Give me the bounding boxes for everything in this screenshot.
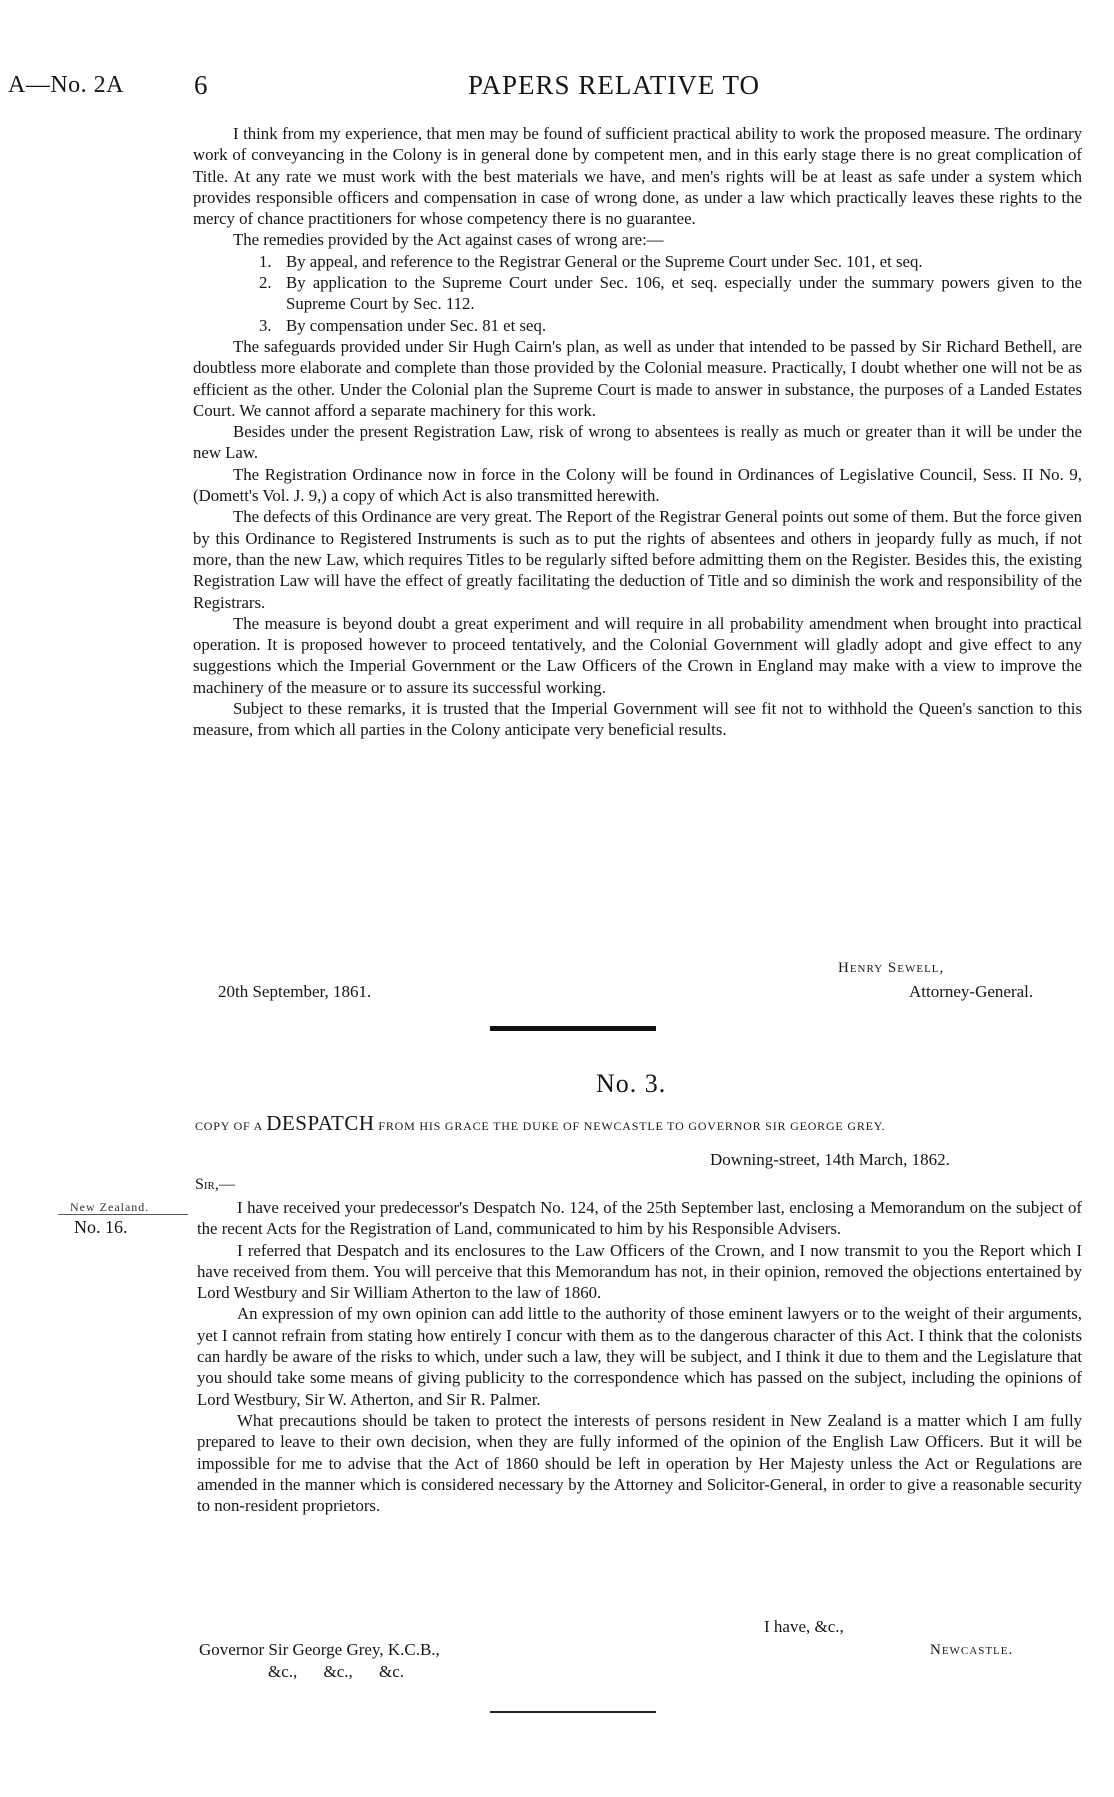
memorandum-body — [193, 123, 1082, 741]
running-title: PAPERS RELATIVE TO — [468, 70, 761, 100]
page-number: 6 — [194, 70, 208, 100]
signature-name: Henry Sewell, — [838, 960, 945, 976]
list-text: By application to the Supreme Court under Sec. 106, et seq. especially under the summary powers given to the Supreme Court by Sec. 112. — [286, 273, 1082, 314]
addressee-etc: &c., &c., &c. — [268, 1662, 405, 1681]
paragraph: Subject to these remarks, it is trusted that the Imperial Government will see fit not to withhold the Queen's sanction to this measure, from which all parties in the Colony anticipate very beneficial results. — [193, 699, 1082, 740]
list-number: 1. — [259, 251, 272, 271]
list-number: 3. — [259, 315, 272, 335]
despatch-body — [197, 1197, 1082, 1516]
memorandum-date: 20th September, 1861. — [218, 982, 372, 1001]
paragraph: Besides under the present Registration Law, risk of wrong to absentees is really as much or greater than it will be under the new Law. — [193, 422, 1082, 463]
paragraph: The measure is beyond doubt a great experiment and will require in all probability amendment when brought into practical operation. It is proposed however to proceed tentatively, and the Colonial Government will gladly adopt and give effect to any suggestions which the Imperial Government or the Law Officers of the Crown in England may make with a view to improve the machinery of the measure or to assure its successful working. — [193, 613, 1082, 697]
signature-title: Attorney-General. — [909, 982, 1034, 1001]
despatch-heading — [195, 1111, 1085, 1136]
paragraph: What precautions should be taken to protect the interests of persons resident in New Zealand is a matter which I am fully prepared to leave to their own decision, when they are fully informed of the opinion of the English Law Officers. But it will be impossible for me to advise that the Act of 1860 should be left in operation by Her Majesty unless the Act or Regulations are amended in the manner which is considered necessary by the Attorney and Solicitor-General, in order to give a reasonable security to non-resident proprietors. — [197, 1410, 1082, 1516]
addressee: Governor Sir George Grey, K.C.B., — [199, 1640, 440, 1659]
remedies-list — [193, 251, 1082, 336]
section-number: No. 3. — [596, 1069, 667, 1098]
despatch-heading-post: FROM HIS GRACE THE DUKE OF NEWCASTLE TO GOVERNOR SIR GEORGE GREY. — [378, 1119, 886, 1133]
list-number: 2. — [259, 273, 272, 293]
page-reference: A—No. 2A — [8, 72, 124, 98]
list-item — [193, 251, 1082, 272]
despatch-heading-pre: COPY OF A — [195, 1119, 263, 1133]
paragraph: The defects of this Ordinance are very great. The Report of the Registrar General points out some of them. But the force given by this Ordinance to Registered Instruments is such as to put the rights of absentees and others in jeopardy fully as much, if not more, than the new Law, which requires Titles to be regularly sifted before admitting them on the Register. Besides this, the existing Registration Law will have the effect of greatly facilitating the deduction of Title and so diminish the work and responsibility of the Registrars. — [193, 507, 1082, 612]
list-text: By compensation under Sec. 81 et seq. — [286, 315, 547, 335]
margin-note-place: New Zealand. — [70, 1200, 150, 1214]
margin-note-rule — [58, 1214, 188, 1215]
dateline: Downing-street, 14th March, 1862. — [710, 1150, 950, 1169]
paragraph: The remedies provided by the Act against cases of wrong are:— — [233, 230, 664, 250]
despatch-heading-word: DESPATCH — [266, 1111, 375, 1135]
paragraph: An expression of my own opinion can add little to the authority of those eminent lawyers or to the weight of their arguments, yet I cannot refrain from stating how entirely I concur with them as to the dangerous character of this Act. I think that the colonists can hardly be aware of the risks to which, under such a law, they will be subject, and I think it due to them and the Legislature that you should take some means of giving publicity to the correspondence which has passed on the subject, including the opinions of Lord Westbury, Sir W. Atherton, and Sir R. Palmer. — [197, 1304, 1082, 1409]
signer: Newcastle. — [930, 1642, 1014, 1658]
paragraph: I think from my experience, that men may be found of sufficient practical ability to work the proposed measure. The ordinary work of conveyancing in the Colony is in general done by competent men, and in this early stage there is no great complication of Title. At any rate we must work with the best materials we have, and men's rights will be at least as safe under a system which provides responsible officers and compensation in case of wrong done, as under a law which practically leaves these rights to the mercy of chance practitioners for whose competency there is no guarantee. — [193, 124, 1082, 229]
list-text: By appeal, and reference to the Registrar General or the Supreme Court under Sec. 101, et seq. — [286, 251, 923, 271]
end-divider — [490, 1711, 656, 1713]
section-divider — [490, 1026, 656, 1031]
list-item — [193, 272, 1082, 315]
paragraph: The Registration Ordinance now in force in the Colony will be found in Ordinances of Legislative Council, Sess. II No. 9, (Domett's Vol. J. 9,) a copy of which Act is also transmitted herewith. — [193, 464, 1082, 506]
margin-note-number: No. 16. — [74, 1217, 128, 1237]
closing: I have, &c., — [764, 1617, 844, 1636]
paragraph: I referred that Despatch and its enclosures to the Law Officers of the Crown, and I now transmit to you the Report which I have received from them. You will perceive that this Memorandum has not, in their opinion, removed the objections entertained by Lord Westbury and Sir William Atherton to the law of 1860. — [197, 1240, 1082, 1303]
salutation: Sir,— — [195, 1176, 235, 1193]
list-item — [193, 315, 1082, 336]
paragraph: The safeguards provided under Sir Hugh Cairn's plan, as well as under that intended to be passed by Sir Richard Bethell, are doubtless more elaborate and complete than those provided by the Colonial measure. Practically, I doubt whether one will not be as efficient as the other. Under the Colonial plan the Supreme Court is made to answer in substance, the purposes of a Landed Estates Court. We cannot afford a separate machinery for this work. — [193, 336, 1082, 420]
paragraph: I have received your predecessor's Despatch No. 124, of the 25th September last, enclosing a Memorandum on the subject of the recent Acts for the Registration of Land, communicated to him by his Responsible Advisers. — [197, 1198, 1082, 1239]
